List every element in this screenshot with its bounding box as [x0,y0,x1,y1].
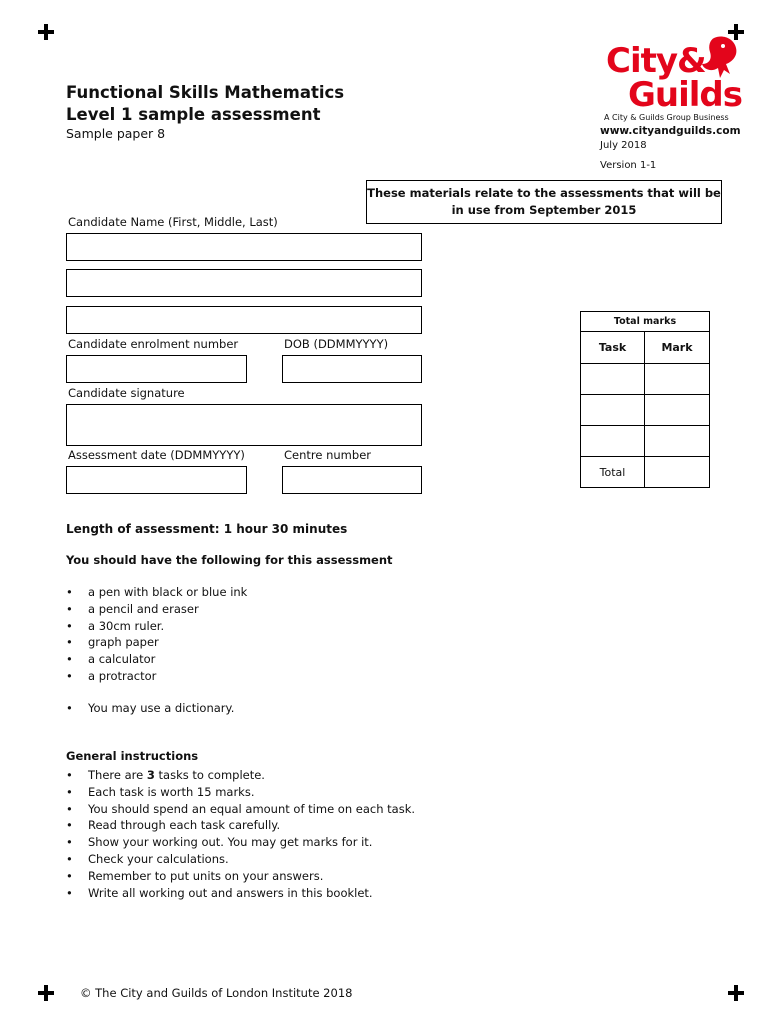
dob-field[interactable] [282,355,422,383]
instructions-heading: General instructions [66,749,199,763]
copyright-footer: © The City and Guilds of London Institute 2018 [80,986,353,1000]
title-line-2: Level 1 sample assessment [66,105,321,124]
list-item: • a pencil and eraser [66,601,247,618]
title-line-1: Functional Skills Mathematics [66,83,345,102]
logo-text-guilds: Guilds [628,75,742,115]
list-item: • Each task is worth 15 marks. [66,784,415,801]
list-item: • Show your working out. You may get marks for it. [66,834,415,851]
assessment-length-value: : 1 hour 30 minutes [214,522,348,536]
marks-table-task-header: Task [581,332,645,364]
registration-mark-bottom-left [38,985,54,1001]
list-item: • graph paper [66,634,247,651]
list-item: • You may use a dictionary. [66,700,234,717]
assessment-length-label: Length of assessment [66,522,215,536]
task-cell-2[interactable] [581,395,645,426]
list-item: • Remember to put units on your answers. [66,868,415,885]
tasks-count: 3 [146,768,155,782]
registration-mark-bottom-right [728,985,744,1001]
enrolment-number-label: Candidate enrolment number [68,337,239,351]
enrolment-number-field[interactable] [66,355,247,383]
logo-tagline: A City & Guilds Group Business [604,113,729,122]
centre-number-label: Centre number [284,448,371,462]
candidate-name-label: Candidate Name (First, Middle, Last) [68,215,278,229]
mark-cell-3[interactable] [645,426,710,457]
signature-label: Candidate signature [68,386,185,400]
list-item: • You should spend an equal amount of time on each task. [66,801,415,818]
document-version: Version 1-1 [600,160,657,171]
list-item: • Check your calculations. [66,851,415,868]
assessment-length [66,522,347,536]
candidate-name-field-2[interactable] [66,269,422,297]
registration-mark-top-left [38,24,54,40]
document-date: July 2018 [600,140,647,151]
sample-paper-label: Sample paper 8 [66,126,166,141]
list-item [66,767,415,784]
equipment-heading: You should have the following for this assessment [66,553,393,567]
equipment-list [66,584,247,685]
list-item: • a pen with black or blue ink [66,584,247,601]
list-item: • a calculator [66,651,247,668]
centre-number-field[interactable] [282,466,422,494]
candidate-name-field-3[interactable] [66,306,422,334]
signature-field[interactable] [66,404,422,446]
task-cell-1[interactable] [581,364,645,395]
notice-box: These materials relate to the assessments that will be in use from September 2015 [366,180,722,224]
mark-cell-1[interactable] [645,364,710,395]
list-item: • a protractor [66,668,247,685]
mark-cell-2[interactable] [645,395,710,426]
candidate-name-field-1[interactable] [66,233,422,261]
instructions-list [66,767,415,901]
document-title [66,82,344,126]
tasks-count-prefix: There are [88,768,147,782]
logo-text-city: City& [606,41,706,81]
marks-total-label: Total [581,457,645,488]
total-mark-cell[interactable] [645,457,710,488]
list-item: • a 30cm ruler. [66,618,247,635]
website-link[interactable]: www.cityandguilds.com [600,125,741,137]
tasks-count-suffix: tasks to complete. [154,768,265,782]
assessment-date-field[interactable] [66,466,247,494]
marks-table-caption: Total marks [581,312,710,332]
task-cell-3[interactable] [581,426,645,457]
list-item: • Read through each task carefully. [66,817,415,834]
assessment-date-label: Assessment date (DDMMYYYY) [68,448,245,462]
marks-table-mark-header: Mark [645,332,710,364]
dob-label: DOB (DDMMYYYY) [284,337,389,351]
dictionary-note [66,700,234,717]
lion-logo-icon [690,34,740,86]
list-item: • Write all working out and answers in this booklet. [66,885,415,902]
total-marks-table [580,311,710,488]
